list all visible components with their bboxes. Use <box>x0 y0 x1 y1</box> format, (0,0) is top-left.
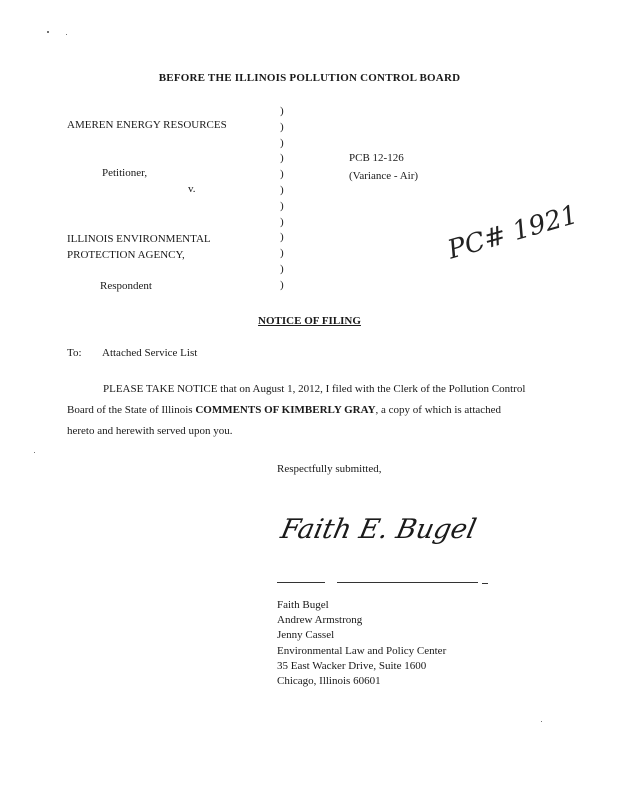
notice-body-text: PLEASE TAKE NOTICE that on August 1, 2012, I filed with the Clerk of the Pollution Control Board of the State of Illinois <box>67 383 526 416</box>
caption-paren: ) <box>280 105 284 117</box>
notice-heading: NOTICE OF FILING <box>258 315 361 327</box>
street-address: 35 East Wacker Drive, Suite 1600 <box>277 659 427 672</box>
caption-paren: ) <box>280 168 284 181</box>
signatory-name: Jenny Cassel <box>277 629 335 642</box>
city-state-zip: Chicago, Illinois 60601 <box>277 675 381 688</box>
respondent-name-line1: ILLINOIS ENVIRONMENTAL <box>67 233 211 245</box>
signature-text: Faith E. Bugel <box>278 514 479 545</box>
respondent-role: Respondent <box>100 280 152 292</box>
organization-name: Environmental Law and Policy Center <box>277 644 447 657</box>
signature-line <box>277 582 325 583</box>
scan-speck <box>47 31 49 33</box>
scan-speck <box>66 34 67 35</box>
petitioner-name: AMEREN ENERGY RESOURCES <box>67 119 227 131</box>
case-number: PCB 12-126 <box>349 152 404 164</box>
caption-paren: ) <box>280 136 284 149</box>
notice-body <box>67 379 527 442</box>
petitioner-role: Petitioner, <box>102 167 148 179</box>
signatory-name: Andrew Armstrong <box>277 614 363 627</box>
closing-text: Respectfully submitted, <box>277 463 382 475</box>
board-title: BEFORE THE ILLINOIS POLLUTION CONTROL BOARD <box>158 72 461 84</box>
notice-body-text-end: , a copy of which is attached hereto and herewith served upon you. <box>67 404 502 437</box>
caption-paren: ) <box>280 152 284 165</box>
caption-paren: ) <box>280 199 284 212</box>
handwritten-pc-number <box>438 188 582 268</box>
to-label: To: <box>67 347 82 359</box>
caption-paren: ) <box>280 120 284 133</box>
signature <box>278 498 484 558</box>
respondent-name-line2: PROTECTION AGENCY, <box>67 249 185 261</box>
scan-speck <box>34 452 35 453</box>
caption-paren: ) <box>280 215 284 228</box>
signature-line <box>482 583 488 584</box>
caption-paren: ) <box>280 247 284 260</box>
signature-line <box>337 582 478 583</box>
case-type: (Variance - Air) <box>349 170 419 182</box>
caption-divider <box>280 104 290 294</box>
caption-paren: ) <box>280 262 284 275</box>
signatory-name: Faith Bugel <box>277 599 329 611</box>
signatory-block <box>277 598 446 689</box>
caption-paren: ) <box>280 278 284 291</box>
notice-body-document-title: COMMENTS OF KIMBERLY GRAY <box>195 404 376 416</box>
to-value: Attached Service List <box>102 347 198 359</box>
caption-paren: ) <box>280 183 284 196</box>
versus-label: v. <box>188 183 196 195</box>
scan-speck <box>541 721 542 722</box>
caption-paren: ) <box>280 231 284 244</box>
handwritten-pc-text: PC# 1921 <box>444 199 582 266</box>
